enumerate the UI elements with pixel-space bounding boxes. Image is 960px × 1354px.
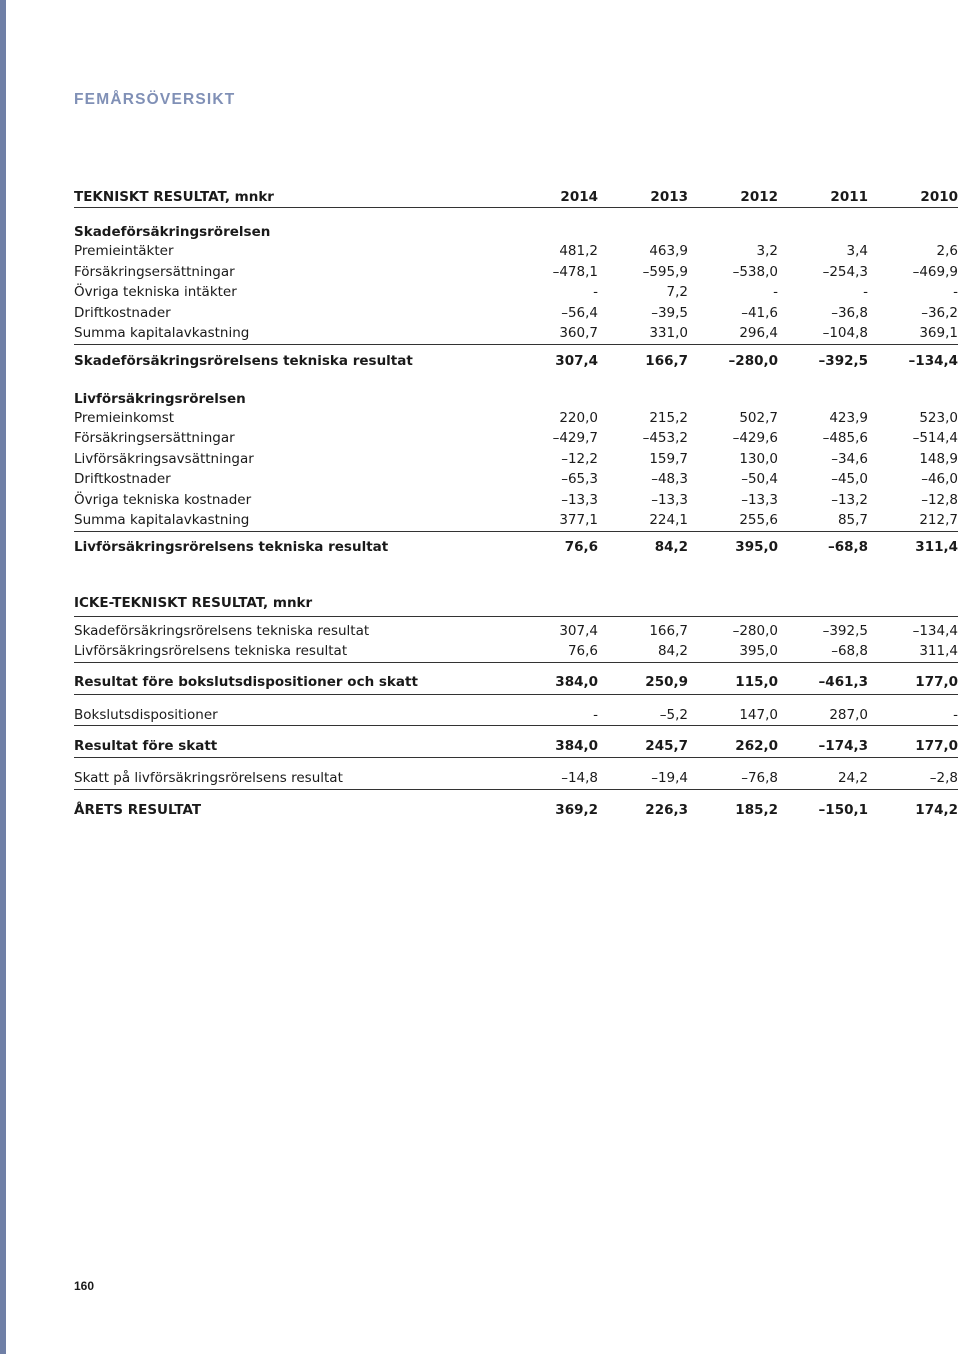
table-row: [74, 490, 958, 511]
cell-value: –429,6: [732, 430, 778, 447]
year-header: 2011: [778, 183, 868, 208]
cell-value: –174,3: [778, 734, 868, 758]
cell-value: –453,2: [642, 430, 688, 447]
cell-value: 159,7: [649, 450, 688, 467]
cell-value: –36,2: [921, 304, 958, 321]
section-title-skade: Skadeförsäkringsrörelsen: [74, 224, 271, 240]
cell-value: 502,7: [739, 409, 778, 426]
cell-value: 245,7: [598, 734, 688, 758]
cell-value: 262,0: [688, 734, 778, 758]
row-label: Summa kapitalavkastning: [74, 323, 508, 344]
year-header: 2010: [868, 183, 958, 208]
cell-value: 166,7: [649, 622, 688, 639]
row-label: Livförsäkringsrörelsens tekniska resultat: [74, 539, 389, 555]
row-label: Skatt på livförsäkringsrörelsens resultat: [74, 768, 508, 789]
cell-value: 369,2: [555, 802, 598, 818]
side-accent-bar: [0, 0, 6, 1354]
table-row: [74, 323, 958, 344]
cell-value: –48,3: [651, 471, 688, 488]
cell-value: –429,7: [552, 430, 598, 447]
cell-value: –39,5: [651, 304, 688, 321]
cell-value: 311,4: [915, 539, 958, 555]
cell-value: –538,0: [732, 263, 778, 280]
cell-value: -: [863, 284, 868, 301]
cell-value: 147,0: [688, 705, 778, 726]
cell-value: –12,2: [561, 450, 598, 467]
section-title-liv: Livförsäkringsrörelsen: [74, 390, 246, 407]
cell-value: 185,2: [735, 802, 778, 818]
table-row: [74, 449, 958, 470]
cell-value: –14,8: [508, 768, 598, 789]
cell-value: –392,5: [822, 622, 868, 639]
row-label: Bokslutsdispositioner: [74, 705, 508, 726]
row-label: Summa kapitalavkastning: [74, 510, 508, 531]
table-row: [74, 262, 958, 283]
table-row: [74, 282, 958, 303]
cell-value: –150,1: [818, 802, 868, 818]
cell-value: –34,6: [831, 450, 868, 467]
row-label: Premieintäkter: [74, 243, 174, 260]
row-label: Driftkostnader: [74, 304, 171, 321]
table-row: [74, 241, 958, 262]
five-year-overview-table: [74, 183, 958, 822]
cell-value: -: [773, 284, 778, 301]
subtotal-row: [74, 671, 958, 695]
cell-value: 212,7: [868, 510, 958, 531]
cell-value: 481,2: [559, 243, 598, 260]
cell-value: 250,9: [598, 671, 688, 695]
cell-value: 84,2: [654, 539, 688, 555]
section-title-row: [74, 218, 958, 241]
cell-value: –595,9: [642, 263, 688, 280]
cell-value: 24,2: [778, 768, 868, 789]
cell-value: 220,0: [559, 409, 598, 426]
cell-value: –104,8: [778, 323, 868, 344]
cell-value: 76,6: [564, 539, 598, 555]
table-row: [74, 768, 958, 789]
table-row: [74, 469, 958, 490]
cell-value: –41,6: [741, 304, 778, 321]
row-label: Försäkringsersättningar: [74, 263, 235, 280]
year-header: 2012: [688, 183, 778, 208]
cell-value: –134,4: [912, 622, 958, 639]
cell-value: 2,6: [936, 243, 958, 260]
cell-value: –469,9: [912, 263, 958, 280]
row-label: Livförsäkringsrörelsens tekniska resultat: [74, 641, 508, 662]
header-label: TEKNISKT RESULTAT, mnkr: [74, 183, 508, 208]
cell-value: –68,8: [827, 539, 868, 555]
cell-value: -: [508, 705, 598, 726]
subtotal-row: [74, 350, 958, 373]
cell-value: 76,6: [508, 641, 598, 662]
cell-value: –461,3: [778, 671, 868, 695]
table-row: [74, 621, 958, 642]
cell-value: –478,1: [552, 263, 598, 280]
cell-value: -: [868, 705, 958, 726]
cell-value: –392,5: [818, 353, 868, 369]
table-row: [74, 408, 958, 429]
cell-value: –13,3: [651, 491, 688, 508]
cell-value: –280,0: [728, 353, 778, 369]
cell-value: 226,3: [645, 802, 688, 818]
cell-value: –46,0: [921, 471, 958, 488]
page-heading: FEMÅRSÖVERSIKT: [74, 91, 236, 108]
table-row: [74, 303, 958, 324]
year-header: 2014: [508, 183, 598, 208]
subtotal-row: [74, 734, 958, 758]
cell-value: 7,2: [666, 284, 688, 301]
cell-value: –12,8: [921, 491, 958, 508]
cell-value: 423,9: [829, 409, 868, 426]
row-label: ÅRETS RESULTAT: [74, 802, 202, 818]
row-label: Försäkringsersättningar: [74, 430, 235, 447]
cell-value: –45,0: [831, 471, 868, 488]
cell-value: -: [593, 284, 598, 301]
cell-value: 360,7: [508, 323, 598, 344]
cell-value: –13,3: [561, 491, 598, 508]
cell-value: 307,4: [559, 622, 598, 639]
row-label: Övriga tekniska kostnader: [74, 491, 252, 508]
cell-value: –50,4: [741, 471, 778, 488]
cell-value: 377,1: [508, 510, 598, 531]
row-label: Övriga tekniska intäkter: [74, 284, 237, 301]
cell-value: -: [953, 284, 958, 301]
row-label: Livförsäkringsavsättningar: [74, 450, 254, 467]
cell-value: –19,4: [598, 768, 688, 789]
cell-value: 296,4: [688, 323, 778, 344]
cell-value: –485,6: [822, 430, 868, 447]
cell-value: –280,0: [732, 622, 778, 639]
cell-value: 130,0: [739, 450, 778, 467]
cell-value: –68,8: [778, 641, 868, 662]
net-result-row: [74, 799, 958, 822]
row-label: Driftkostnader: [74, 471, 171, 488]
cell-value: 3,2: [756, 243, 778, 260]
cell-value: –2,8: [868, 768, 958, 789]
cell-value: –514,4: [912, 430, 958, 447]
page-number: 160: [74, 1279, 95, 1293]
cell-value: 174,2: [915, 802, 958, 818]
row-label: Skadeförsäkringsrörelsens tekniska resultat: [74, 622, 370, 639]
cell-value: 85,7: [778, 510, 868, 531]
row-label: Premieinkomst: [74, 409, 175, 426]
cell-value: 287,0: [778, 705, 868, 726]
table-row: [74, 641, 958, 662]
cell-value: –65,3: [561, 471, 598, 488]
year-header: 2013: [598, 183, 688, 208]
subtotal-row: [74, 536, 958, 559]
cell-value: –254,3: [822, 263, 868, 280]
cell-value: 224,1: [598, 510, 688, 531]
cell-value: 307,4: [555, 353, 598, 369]
cell-value: 331,0: [598, 323, 688, 344]
cell-value: 395,0: [688, 641, 778, 662]
table-row: [74, 428, 958, 449]
cell-value: 384,0: [508, 671, 598, 695]
table-header-row: [74, 183, 958, 208]
cell-value: –56,4: [561, 304, 598, 321]
row-label: Resultat före bokslutsdispositioner och skatt: [74, 671, 508, 695]
cell-value: 148,9: [919, 450, 958, 467]
cell-value: –5,2: [598, 705, 688, 726]
cell-value: 395,0: [735, 539, 778, 555]
row-label: Skadeförsäkringsrörelsens tekniska resultat: [74, 353, 413, 369]
row-label: Resultat före skatt: [74, 734, 508, 758]
section-title-row: [74, 385, 958, 408]
cell-value: 177,0: [868, 671, 958, 695]
cell-value: 115,0: [688, 671, 778, 695]
cell-value: –36,8: [831, 304, 868, 321]
section-title-row: [74, 589, 958, 617]
cell-value: 463,9: [649, 243, 688, 260]
section-title-icke: ICKE-TEKNISKT RESULTAT, mnkr: [74, 589, 958, 617]
cell-value: –76,8: [688, 768, 778, 789]
cell-value: 84,2: [598, 641, 688, 662]
cell-value: 177,0: [868, 734, 958, 758]
cell-value: 523,0: [919, 409, 958, 426]
cell-value: 384,0: [508, 734, 598, 758]
table-row: [74, 705, 958, 726]
cell-value: 311,4: [868, 641, 958, 662]
table-row: [74, 510, 958, 531]
cell-value: 166,7: [645, 353, 688, 369]
cell-value: –134,4: [908, 353, 958, 369]
cell-value: 215,2: [649, 409, 688, 426]
cell-value: –13,3: [741, 491, 778, 508]
cell-value: –13,2: [831, 491, 868, 508]
cell-value: 255,6: [688, 510, 778, 531]
cell-value: 369,1: [868, 323, 958, 344]
cell-value: 3,4: [846, 243, 868, 260]
